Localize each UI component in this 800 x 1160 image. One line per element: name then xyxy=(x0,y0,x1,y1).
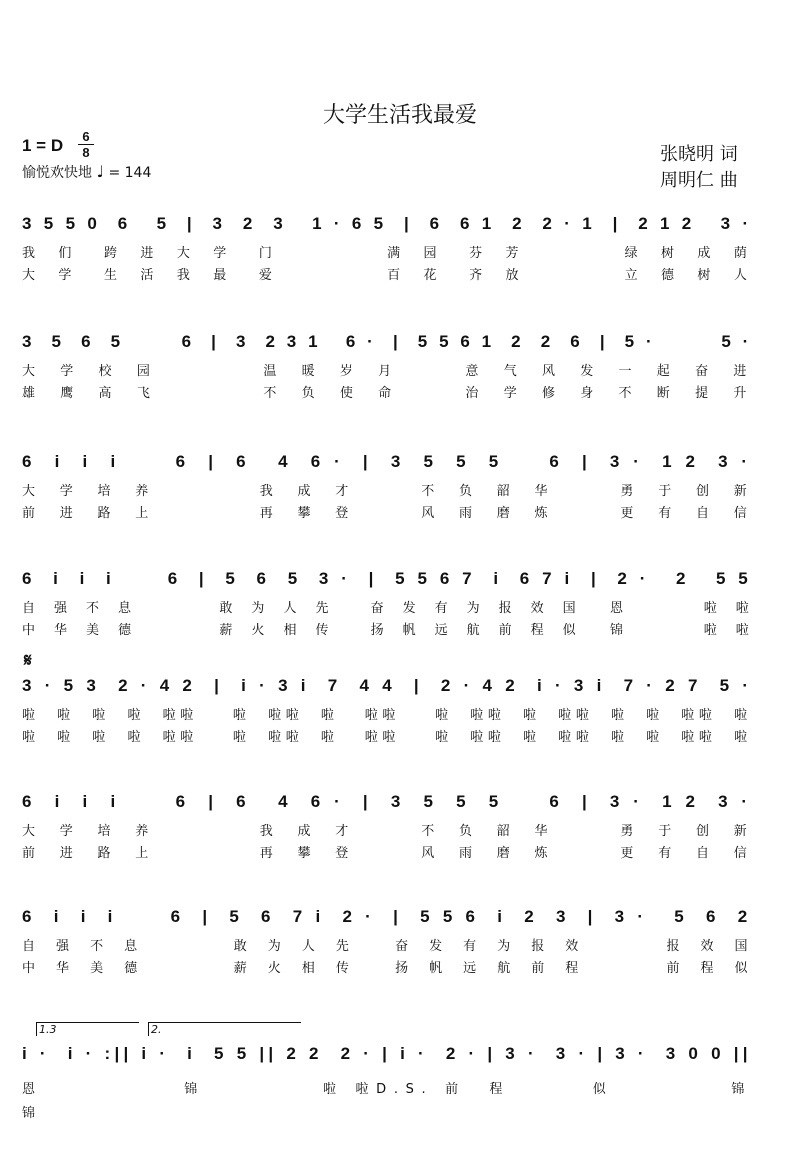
lyrics-verse2-row-6: 前 进 路 上 再 攀 登 风 雨 磨 炼 更 有 自 信 xyxy=(22,846,753,861)
key-signature: 1 = D xyxy=(22,136,64,155)
notes-row-5: 3 · 5 3 2 · 4 2 | i · 3 i 7 4 4 | 2 · 4 2 i · 3 i 7 · 2 7 5 · xyxy=(22,676,753,695)
tempo-marking xyxy=(22,162,151,182)
song-title: 大学生活我最爱 xyxy=(322,103,477,128)
lyricist-credit: 张晓明 词 xyxy=(660,144,738,165)
lyrics-verse1-row-5: 啦 啦 啦 啦 啦啦 啦 啦啦 啦 啦啦 啦 啦啦 啦 啦啦 啦 啦 啦啦 啦 xyxy=(22,708,752,723)
notes-row-6: 6 i i i 6 | 6 4 6 · | 3 5 5 5 6 | 3 · 1 2 3 · xyxy=(22,792,752,811)
staff-row-4 xyxy=(22,555,760,655)
composer-credit: 周明仁 曲 xyxy=(660,170,738,191)
notes-row-7: 6 i i i 6 | 5 6 7 i 2 · | 5 5 6 i 2 3 | 3 · 5 6 2 xyxy=(22,907,752,926)
staff-row-7 xyxy=(22,893,760,993)
meter-denominator: 8 xyxy=(82,145,90,160)
volta-second-ending: 2. xyxy=(148,1022,301,1036)
meter-numerator: 6 xyxy=(82,129,90,144)
lyrics-verse2-row-2: 雄 鹰 高 飞 不 负 使 命 治 学 修 身 不 断 提 升 xyxy=(22,386,753,401)
lyrics-verse1-row-2: 大 学 校 园 温 暖 岁 月 意 气 风 发 一 起 奋 进 xyxy=(22,364,753,379)
tempo-text: 愉悦欢快地 xyxy=(22,165,92,181)
lyrics-verse1-row-4: 自 强 不 息 敢 为 人 先 奋 发 有 为 报 效 国 恩 啦 啦 xyxy=(22,601,753,616)
tempo-value: = 144 xyxy=(108,165,152,181)
staff-row-1 xyxy=(22,200,760,300)
lyrics-verse1-row-1: 我 们 跨 进 大 学 门 满 园 芬 芳 绿 树 成 荫 xyxy=(22,246,752,261)
segno-sign: 𝄋 xyxy=(24,650,32,671)
staff-row-5 xyxy=(22,662,760,762)
lyrics-verse2-row-3: 前 进 路 上 再 攀 登 风 雨 磨 炼 更 有 自 信 xyxy=(22,506,753,521)
staff-row-3 xyxy=(22,438,760,538)
lyrics-verse2-row-7: 中 华 美 德 薪 火 相 传 扬 帆 远 航 前 程 前 程 似 xyxy=(22,961,752,976)
notes-row-4: 6 i i i 6 | 5 6 5 3 · | 5 5 6 7 i 6 7 i | 2 · 2 5 5 xyxy=(22,569,752,588)
lyrics-verse1-row-6: 大 学 培 养 我 成 才 不 负 韶 华 勇 于 创 新 xyxy=(22,824,753,839)
volta-first-ending: 1.3 xyxy=(36,1022,139,1036)
staff-row-6 xyxy=(22,778,760,878)
lyrics-verse2-row-1: 大 学 生 活 我 最 爱 百 花 齐 放 立 德 树 人 xyxy=(22,268,752,283)
lyrics-verse2-row-4: 中 华 美 德 薪 火 相 传 扬 帆 远 航 前 程 似 锦 啦 啦 xyxy=(22,623,753,638)
notes-row-2: 3 5 6 5 6 | 3 2 3 1 6 · | 5 5 6 1 2 2 6 | 5 · 5 · xyxy=(22,332,752,351)
lyrics-verse2-row-8: 锦 xyxy=(22,1106,752,1121)
lyrics-verse1-row-3: 大 学 培 养 我 成 才 不 负 韶 华 勇 于 创 新 xyxy=(22,484,753,499)
notes-row-3: 6 i i i 6 | 6 4 6 · | 3 5 5 5 6 | 3 · 1 2 3 · xyxy=(22,452,752,471)
notes-row-1: 3 5 5 0 6 5 | 3 2 3 1 · 6 5 | 6 6 1 2 2 · 1 | 2 1 2 3 · xyxy=(22,214,752,233)
lyrics-verse1-row-8: 恩 锦 啦 啦D.S. 前 程 似 锦 xyxy=(22,1082,753,1097)
notes-row-8: i · i · :|| i · i 5 5 || 2 2 2 · | i · 2 · | 3 · 3 · | 3 · 3 0 0 || xyxy=(22,1044,752,1063)
staff-row-8 xyxy=(22,1023,760,1130)
quarter-note-icon: ♩ xyxy=(96,162,104,181)
lyrics-verse2-row-5: 啦 啦 啦 啦 啦啦 啦 啦啦 啦 啦啦 啦 啦啦 啦 啦啦 啦 啦 啦啦 啦 xyxy=(22,730,752,745)
staff-row-2 xyxy=(22,318,760,418)
lyrics-verse1-row-7: 自 强 不 息 敢 为 人 先 奋 发 有 为 报 效 报 效 国 xyxy=(22,939,752,954)
time-signature xyxy=(78,130,94,159)
